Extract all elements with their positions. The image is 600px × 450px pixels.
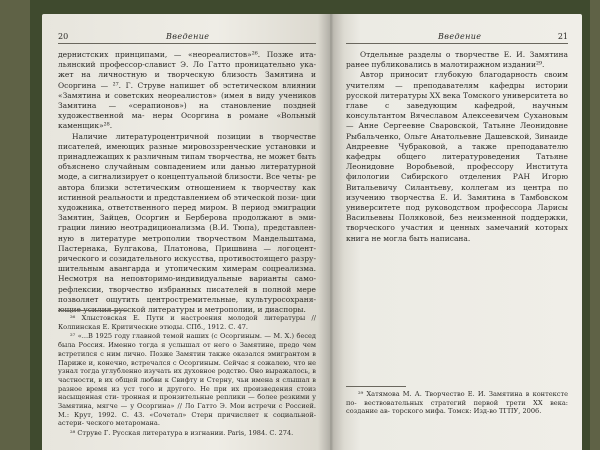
open-book (30, 0, 590, 450)
footnote: ²⁶ Хлыстовская Е. Пути и настроения молодой литературы // Колпинская Е. Критические этюды. СПб., 1912. С. 47. (58, 314, 316, 331)
running-head: Введение (438, 32, 482, 41)
footnotes (346, 390, 568, 417)
header-rule (346, 43, 568, 44)
page-number: 21 (557, 32, 568, 41)
running-head: Введение (166, 32, 210, 41)
body-text (346, 50, 568, 244)
footnote-rule (58, 310, 128, 311)
paragraph: дернистских принципами, — «неореалистов»²⁶. Позже ита- льянский профессор-славист Э. Ло Гатто проницательно ука- жет на личностную и творческую близость Замятина и Осоргина — ²⁷. Г. Струве напишет об эстетическом влиянии «Замятина и советских неореалистов» (имея в виду учеников Замятина — «серапионов») на становление поздней художественной ма- неры Осоргина в романе «Вольный каменщик»²⁸. (58, 50, 316, 131)
body-text (58, 50, 316, 315)
footnote: ²⁷ «...В 1925 году главной темой наших (с Осоргиным. — М. Х.) бесед была Россия. Именно тогда я услышал от него о Замятине, предо чем встретился с ним лично. Позже Замятин также оказался эмигрантом в Париже и, конечно, встречался с Осоргиным. Сейчас я сожалею, что не узнал тогда углубленно изучать их духовное родство. Оно выражалось, в частности, в их общей любви к Свифту и Стерну, чьи имена я слышал в разное время из уст того и другого. Не при их произведения стоиз насыщенная сти- тронная и пронзительные реплики — более резкими у Замятина, мягче — у Осоргина» // Ло Гатто Э. Мои встречи с Россией. М.: Крут, 1992. С. 43. «Сочетал» Стерн причисляет к социальной-астери- ческого метаромана. (58, 332, 316, 428)
header-rule (58, 43, 316, 44)
footnotes (58, 314, 316, 439)
page-number: 20 (58, 32, 69, 41)
paragraph: Отдельные разделы о творчестве Е. И. Замятина ранее публиковались в малотиражном издании²⁹. (346, 50, 568, 70)
left-page (42, 14, 334, 450)
footnote: ²⁸ Струве Г. Русская литература в изгнании. Paris, 1984. С. 274. (70, 429, 294, 438)
footnote-rule (346, 386, 406, 387)
paragraph: Автор приносит глубокую благодарность своим учителям — преподавателям кафедры истории русской литературы XX века Томского университета во главе с заведующим кафедрой, научным консультантом Вячеславом Алексеевичем Сухановым — Анне Сергеевне Сваровской, Татьяне Леонидовне Рыбальченко, Ольге Анатольевне Дашевской, Зинаиде Андреевне Чубраковой, а также преподавателю кафедры общего литературоведения Татьяне Леонидовне Воробьевой, профессору Института филологии Сибирского отделения РАН Игорю Витальевичу Силантьеву, коллегам из центра по изучению творчества Е. И. Замятина в Тамбовском университете под руководством профессора Ларисы Васильевны Поляковой, без неизменной поддержки, творческого участия и ценных замечаний которых книга не могла быть написана. (346, 70, 568, 243)
footnote: ²⁹ Хатямова М. А. Творчество Е. И. Замятина в контексте по- вествовательных стратегий первой трети XX века: создание ав- торского мифа. Томск: Изд-во ТГПУ, 2006. (346, 390, 568, 416)
right-page (330, 14, 582, 450)
paragraph: Наличие литературоцентричной позиции в творчестве писателей, имеющих разные мировоззренческие установки и принадлежащих к различным типам творчества, не может быть объяснено случайным совпадением или данью литературной моде, а сигнализирует о концептуальной близости. Все четы- ре автора близки эстетическим отношением к творчеству как истинной реальности и представлением об этической пози- ции художника, ответственного перед миром. В период эмиграции Замятин, Зайцев, Осоргин и Берберова продолжают в эми- грации линию неотрадиционализма (В.И. Тюпа), представлен- ную в литературе метрополии творчеством Мандельштама, Пастернака, Булгакова, Платонова, Пришвина — логоцент- рического и созидательного искусства, противостоящего разру- шительным авангарда и утопическим химерам соцреализма. Несмотря на неповторимо-индивидуальные варианты само- рефлексии, творчество избранных писателей в полной мере позволяет ощутить центростремительные, культуросохраня- ющие усилия русской литературы и метрополии, и диаспоры. (58, 131, 317, 315)
